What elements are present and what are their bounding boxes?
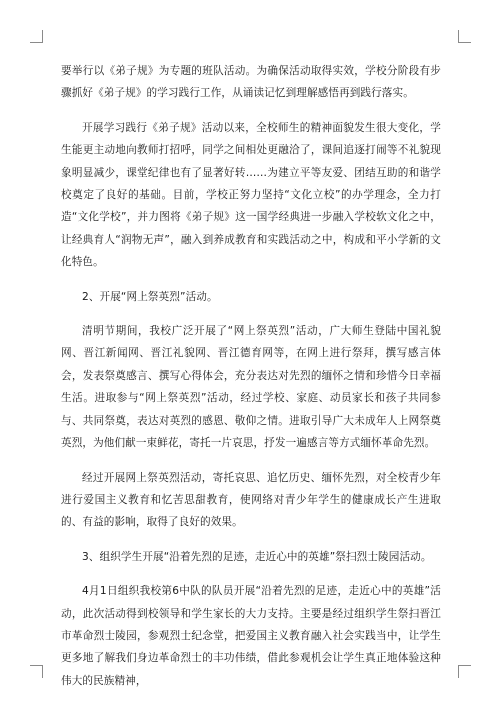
paragraph-online-memorial: 清明节期间，我校广泛开展了“网上祭英烈”活动，广大师生登陆中国礼貌网、晋江新闻网、晋江礼貌网、晋江德育网等，在网上进行祭拜，撰写感言体会，发表祭奠感言、撰写心得体会，充分表达对先烈的缅怀之情和珍惜今日幸福生活。进取参与“网上祭英烈”活动，经过学校、家庭、动员家长和孩子共同参与、共同祭奠，表达对英烈的感恩、敬仰之情。进取引导广大未成年人上网祭奠英烈，为他们献一束鲜花，寄托一片哀思，抒发一遍感言等方式缅怀革命先烈。 [61, 325, 441, 450]
paragraph-online-memorial-effect: 经过开展网上祭英烈活动，寄托哀思、追忆历史、缅怀先烈，对全校青少年进行爱国主义教育和忆苦思甜教育，使网络对青少年学生的健康成长产生进取的、有益的影响，取得了良好的效果。 [61, 471, 441, 529]
paragraph-continued: 要举行以《弟子规》为专题的班队活动。为确保活动取得实效，学校分阶段有步骤抓好《弟子规》的学习践行工作，从诵读记忆到理解感悟再到践行落实。 [61, 65, 441, 100]
crop-mark-top-left [30, 30, 43, 43]
paragraph-dizigui-results: 开展学习践行《弟子规》活动以来，全校师生的精神面貌发生很大变化，学生能更主动地向教师打招呼，同学之间相处更融洽了，课间追逐打闹等不礼貌现象明显减少，课堂纪律也有了显著好转……为建立平等友爱、团结互助的和谐学校奠定了良好的基础。目前，学校正努力坚持“文化立校”的办学理念，全力打造“文化学校”，并力图将《弟子规》这一国学经典进一步融入学校软文化之中，让经典育人“润物无声”，融入到养成教育和实践活动之中，构成和平小学新的文化特色。 [61, 121, 441, 269]
paragraph-cemetery-visit: 4月1日组织我校第6中队的队员开展“沿着先烈的足迹，走近心中的英雄”活动，此次活动得到校领导和学生家长的大力支持。主要是经过组织学生祭扫晋江市革命烈士陵园，参观烈士纪念堂，把爱国主义教育融入社会实践当中，让学生更多地了解我们身边革命烈士的丰功伟绩，借此参观机会让学生真正地体验这种伟大的民族精神， [61, 585, 441, 687]
section-heading-2: 2、开展“网上祭英烈”活动。 [82, 290, 218, 303]
crop-mark-bottom-right [458, 665, 471, 678]
crop-mark-top-right [458, 30, 471, 43]
document-body [61, 60, 441, 692]
crop-mark-bottom-left [30, 665, 43, 678]
section-heading-3: 3、组织学生开展“沿着先烈的足迹，走近心中的英雄”祭扫烈士陵园活动。 [82, 550, 432, 563]
